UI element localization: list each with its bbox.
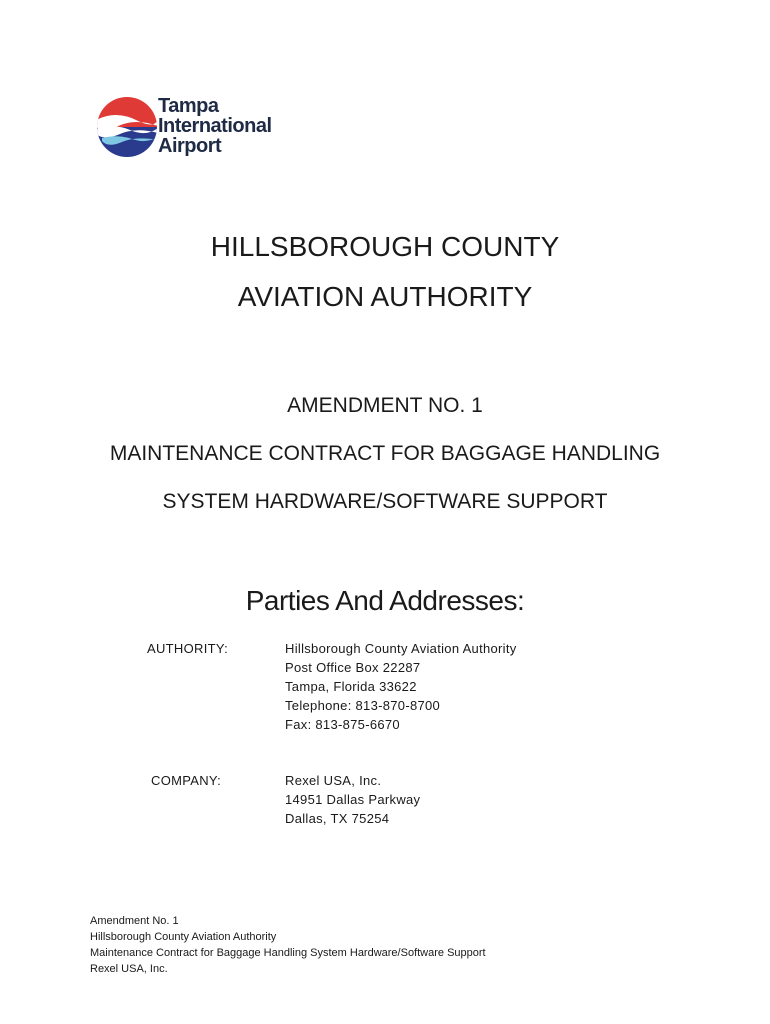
logo-line-1: Tampa	[158, 95, 219, 117]
page-footer	[90, 913, 486, 977]
logo-wordmark	[158, 96, 272, 156]
authority-address	[285, 639, 517, 734]
logo-line-3: Airport	[158, 135, 222, 157]
company-address-line: Dallas, TX 75254	[285, 811, 390, 826]
parties-heading: Parties And Addresses:	[245, 585, 525, 616]
authority-fax: Fax: 813-875-6670	[285, 717, 400, 732]
authority-address-line: Post Office Box 22287	[285, 660, 421, 675]
authority-telephone: Telephone: 813-870-8700	[285, 698, 441, 713]
authority-address-line: Tampa, Florida 33622	[285, 679, 417, 694]
company-address	[285, 771, 420, 828]
company-label: COMPANY:	[151, 773, 222, 788]
company-address-line: Rexel USA, Inc.	[285, 773, 382, 788]
amendment-subject-line-1: MAINTENANCE CONTRACT FOR BAGGAGE HANDLING	[109, 442, 661, 465]
company-address-line: 14951 Dallas Parkway	[285, 792, 421, 807]
authority-title-line-1: HILLSBOROUGH COUNTY	[210, 231, 560, 262]
authority-title-line-2: AVIATION AUTHORITY	[237, 281, 533, 312]
authority-title	[0, 222, 770, 322]
footer-line: Maintenance Contract for Baggage Handling System Hardware/Software Support	[90, 947, 486, 959]
amendment-title	[0, 382, 770, 526]
logo-line-2: International	[158, 115, 272, 137]
footer-line: Rexel USA, Inc.	[90, 963, 168, 975]
authority-label: AUTHORITY:	[147, 641, 229, 656]
airport-emblem-icon	[96, 96, 158, 158]
airport-logo	[96, 96, 276, 160]
amendment-number: AMENDMENT NO. 1	[287, 394, 483, 417]
amendment-subject-line-2: SYSTEM HARDWARE/SOFTWARE SUPPORT	[162, 490, 608, 513]
footer-line: Hillsborough County Aviation Authority	[90, 931, 277, 943]
authority-address-line: Hillsborough County Aviation Authority	[285, 641, 517, 656]
footer-line: Amendment No. 1	[90, 915, 179, 927]
